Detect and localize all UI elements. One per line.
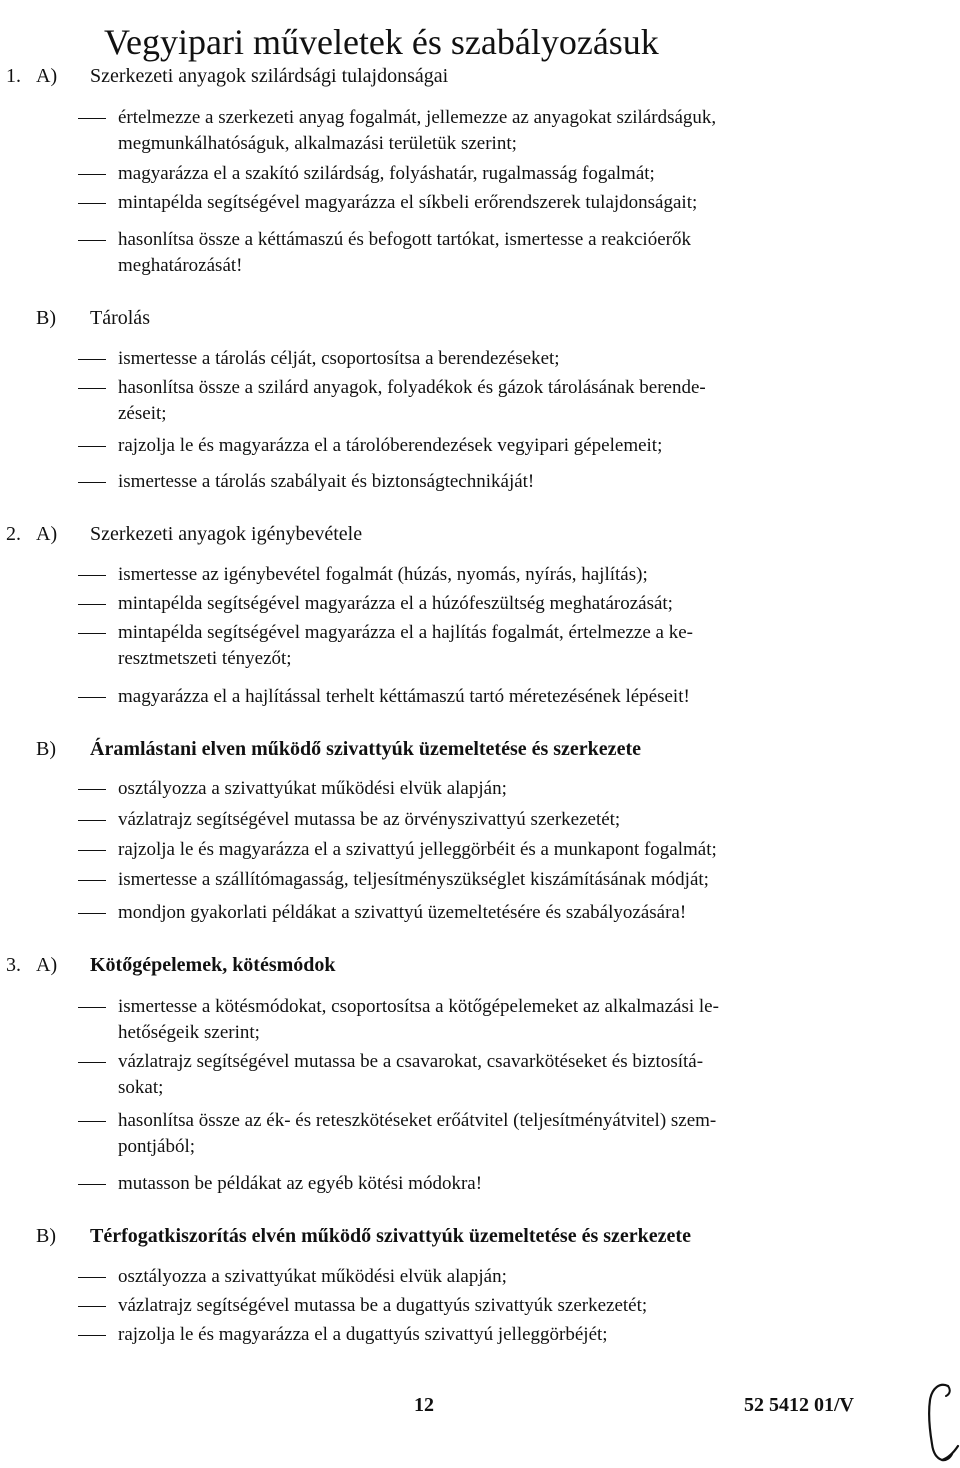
list-item — [118, 562, 878, 588]
list-item-line: hasonlítsa össze az ék- és reteszkötéseket erőátvitel (teljesítményátvitel) szem- — [118, 1110, 717, 1131]
part-heading: Tárolás — [90, 307, 150, 329]
list-bullet-dash — [78, 1062, 106, 1063]
list-item-line: rajzolja le és magyarázza el a tárolóberendezések vegyipari gépelemeit; — [118, 435, 663, 456]
list-bullet-dash — [78, 604, 106, 605]
list-item-line: rajzolja le és magyarázza el a dugattyús szivattyú jelleggörbéjét; — [118, 1324, 608, 1345]
list-item-line: hetőségeik szerint; — [118, 1022, 260, 1043]
part-letter: B) — [36, 1225, 56, 1247]
list-item — [118, 837, 878, 863]
list-item — [118, 591, 878, 617]
list-bullet-dash — [78, 482, 106, 483]
list-bullet-dash — [78, 118, 106, 119]
section-number: 1. — [6, 65, 21, 87]
list-item — [118, 375, 878, 427]
list-item — [118, 994, 878, 1046]
list-item-line: ismertesse a tárolás célját, csoportosítsa a berendezéseket; — [118, 348, 560, 369]
list-item — [118, 1322, 878, 1348]
list-bullet-dash — [78, 174, 106, 175]
part-heading: Kötőgépelemek, kötésmódok — [90, 954, 336, 976]
part-letter: A) — [36, 954, 58, 976]
document-code: 52 5412 01/V — [744, 1394, 854, 1416]
handwritten-signature — [918, 1380, 960, 1466]
list-bullet-dash — [78, 913, 106, 914]
part-heading: Térfogatkiszorítás elvén működő szivattyúk üzemeltetése és szerkezete — [90, 1225, 691, 1247]
list-item-line: meghatározását! — [118, 255, 243, 276]
list-item — [118, 900, 878, 926]
list-bullet-dash — [78, 697, 106, 698]
list-item — [118, 1108, 878, 1160]
list-item-line: mintapélda segítségével magyarázza el síkbeli erőrendszerek tulajdonságait; — [118, 192, 698, 213]
page-title: Vegyipari műveletek és szabályozásuk — [104, 22, 659, 63]
list-item — [118, 807, 878, 833]
list-item-line: mintapélda segítségével magyarázza el a hajlítás fogalmát, értelmezze a ke- — [118, 622, 693, 643]
list-bullet-dash — [78, 1007, 106, 1008]
list-item-line: ismertesse a szállítómagasság, teljesítményszükséglet kiszámításának módját; — [118, 869, 709, 890]
part-letter: B) — [36, 307, 56, 329]
list-item-line: vázlatrajz segítségével mutassa be az örvényszivattyú szerkezetét; — [118, 809, 621, 830]
list-bullet-dash — [78, 203, 106, 204]
list-bullet-dash — [78, 1335, 106, 1336]
list-item-line: mondjon gyakorlati példákat a szivattyú üzemeltetésére és szabályozására! — [118, 902, 687, 923]
list-item — [118, 1171, 878, 1197]
page-number: 12 — [414, 1394, 434, 1416]
list-item-line: vázlatrajz segítségével mutassa be a csavarokat, csavarkötéseket és biztosítá- — [118, 1051, 704, 1072]
list-item-line: magyarázza el a hajlítással terhelt kéttámaszú tartó méretezésének lépéseit! — [118, 686, 690, 707]
list-bullet-dash — [78, 359, 106, 360]
list-item — [118, 346, 878, 372]
section-number: 3. — [6, 954, 21, 976]
list-item — [118, 469, 878, 495]
list-item — [118, 1049, 878, 1101]
list-item — [118, 1264, 878, 1290]
list-bullet-dash — [78, 850, 106, 851]
list-bullet-dash — [78, 1184, 106, 1185]
list-bullet-dash — [78, 1121, 106, 1122]
list-item-line: hasonlítsa össze a szilárd anyagok, folyadékok és gázok tárolásának berende- — [118, 377, 706, 398]
list-item-line: értelmezze a szerkezeti anyag fogalmát, jellemezze az anyagokat szilárdságuk, — [118, 107, 717, 128]
list-bullet-dash — [78, 1306, 106, 1307]
list-item — [118, 190, 878, 216]
list-item — [118, 105, 878, 157]
list-bullet-dash — [78, 789, 106, 790]
list-item — [118, 433, 878, 459]
part-heading: Szerkezeti anyagok igénybevétele — [90, 523, 363, 545]
list-item-line: vázlatrajz segítségével mutassa be a dugattyús szivattyúk szerkezetét; — [118, 1295, 648, 1316]
list-item — [118, 620, 878, 672]
list-item-line: mutasson be példákat az egyéb kötési módokra! — [118, 1173, 483, 1194]
list-item-line: mintapélda segítségével magyarázza el a húzófeszültség meghatározását; — [118, 593, 673, 614]
list-bullet-dash — [78, 633, 106, 634]
list-item-line: zéseit; — [118, 403, 167, 424]
part-heading: Áramlástani elven működő szivattyúk üzemeltetése és szerkezete — [90, 738, 641, 760]
list-item — [118, 867, 878, 893]
list-item-line: magyarázza el a szakító szilárdság, folyáshatár, rugalmasság fogalmát; — [118, 163, 655, 184]
list-item-line: rajzolja le és magyarázza el a szivattyú jelleggörbéit és a munkapont fogalmát; — [118, 839, 717, 860]
list-item-line: ismertesse az igénybevétel fogalmát (húzás, nyomás, nyírás, hajlítás); — [118, 564, 648, 585]
list-item — [118, 776, 878, 802]
section-number: 2. — [6, 523, 21, 545]
list-bullet-dash — [78, 575, 106, 576]
list-item-line: resztmetszeti tényezőt; — [118, 648, 292, 669]
list-bullet-dash — [78, 388, 106, 389]
list-item-line: osztályozza a szivattyúkat működési elvük alapján; — [118, 1266, 507, 1287]
list-bullet-dash — [78, 240, 106, 241]
list-item-line: osztályozza a szivattyúkat működési elvük alapján; — [118, 778, 507, 799]
list-item — [118, 161, 878, 187]
part-letter: A) — [36, 523, 58, 545]
list-item-line: pontjából; — [118, 1136, 196, 1157]
list-item-line: ismertesse a kötésmódokat, csoportosítsa a kötőgépelemeket az alkalmazási le- — [118, 996, 719, 1017]
list-item-line: megmunkálhatóságuk, alkalmazási területük szerint; — [118, 133, 517, 154]
list-item-line: hasonlítsa össze a kéttámaszú és befogott tartókat, ismertesse a reakcióerők — [118, 229, 691, 250]
list-item — [118, 227, 878, 279]
list-item — [118, 684, 878, 710]
part-letter: B) — [36, 738, 56, 760]
part-letter: A) — [36, 65, 58, 87]
list-bullet-dash — [78, 820, 106, 821]
part-heading: Szerkezeti anyagok szilárdsági tulajdonságai — [90, 65, 449, 87]
list-bullet-dash — [78, 880, 106, 881]
list-item-line: ismertesse a tárolás szabályait és biztonságtechnikáját! — [118, 471, 535, 492]
list-item — [118, 1293, 878, 1319]
list-item-line: sokat; — [118, 1077, 164, 1098]
list-bullet-dash — [78, 446, 106, 447]
list-bullet-dash — [78, 1277, 106, 1278]
